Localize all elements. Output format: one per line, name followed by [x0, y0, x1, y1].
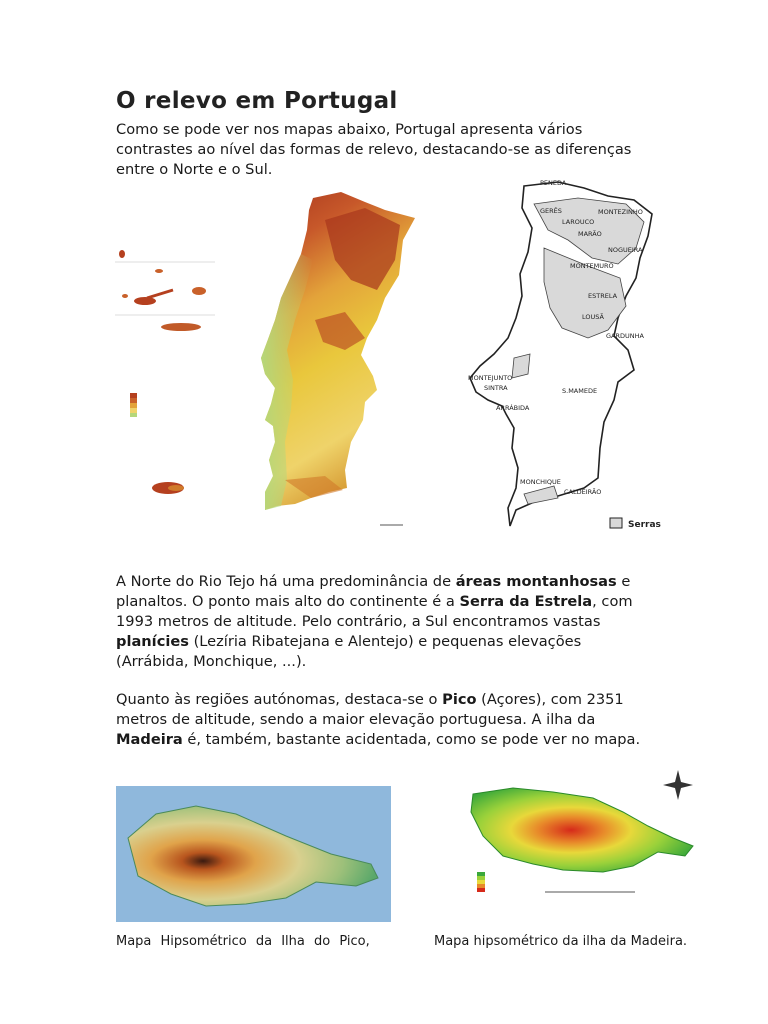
serra-label: LOUSÃ — [582, 313, 604, 321]
hypsometric-map-portugal — [115, 180, 415, 530]
legend-swatch — [610, 518, 622, 528]
serra-label: MONTEJUNTO — [468, 374, 513, 382]
compass-rose-icon — [663, 770, 693, 800]
serra-label: GERÊS — [540, 207, 562, 215]
serra-label: NOGUEIRA — [608, 246, 643, 254]
serra-label: PENEDA — [540, 179, 567, 187]
pico-hypsometric-map — [116, 786, 391, 922]
serra-label: ARRÁBIDA — [496, 404, 530, 412]
bold-term: Madeira — [116, 731, 183, 748]
legend-label: Serras — [628, 520, 661, 530]
bold-term: áreas montanhosas — [455, 573, 617, 590]
paragraph-north-south: A Norte do Rio Tejo há uma predominância de áreas montanhosas e planaltos. O ponto mais alto do continente é a Serra da Estrela, com 1993 metros de altitude. Pelo contrário, a Sul encontramos vastas planícies (Lezíria Ribatejana e Alentejo) e pequenas elevações (Arrábida, Monchique, ...). — [116, 573, 633, 670]
serra-label: CALDEIRÃO — [564, 488, 602, 496]
intro-paragraph: Como se pode ver nos mapas abaixo, Portugal apresenta vários contrastes ao nível das formas de relevo, destacando-se as diferenças entre o Norte e o Sul. — [116, 121, 632, 178]
serra-label: MONTEMURO — [570, 262, 614, 270]
caption-pico: Mapa Hipsométrico da Ilha do Pico, — [116, 934, 370, 949]
serra-label: ESTRELA — [588, 292, 618, 300]
bold-term: Pico — [442, 691, 477, 708]
serra-label: MONTEZINHO — [598, 208, 643, 216]
page-title: O relevo em Portugal — [116, 88, 398, 114]
serra-label: SINTRA — [484, 384, 508, 392]
serra-label: MONCHIQUE — [520, 478, 561, 486]
serras-map — [458, 178, 670, 538]
paragraph-islands: Quanto às regiões autónomas, destaca-se o Pico (Açores), com 2351 metros de altitude, sendo a maior elevação portuguesa. A ilha da Madeira é, também, bastante acidentada, como se pode ver no mapa. — [116, 691, 641, 748]
bold-term: planícies — [116, 633, 189, 650]
serra-label: LAROUCO — [562, 218, 595, 226]
madeira-hypsometric-map — [453, 768, 703, 904]
bold-term: Serra da Estrela — [459, 593, 593, 610]
serra-label: MARÃO — [578, 230, 602, 238]
serra-label: GARDUNHA — [606, 332, 644, 340]
caption-madeira: Mapa hipsométrico da ilha da Madeira. — [434, 934, 688, 949]
serra-label: S.MAMEDE — [562, 387, 598, 395]
